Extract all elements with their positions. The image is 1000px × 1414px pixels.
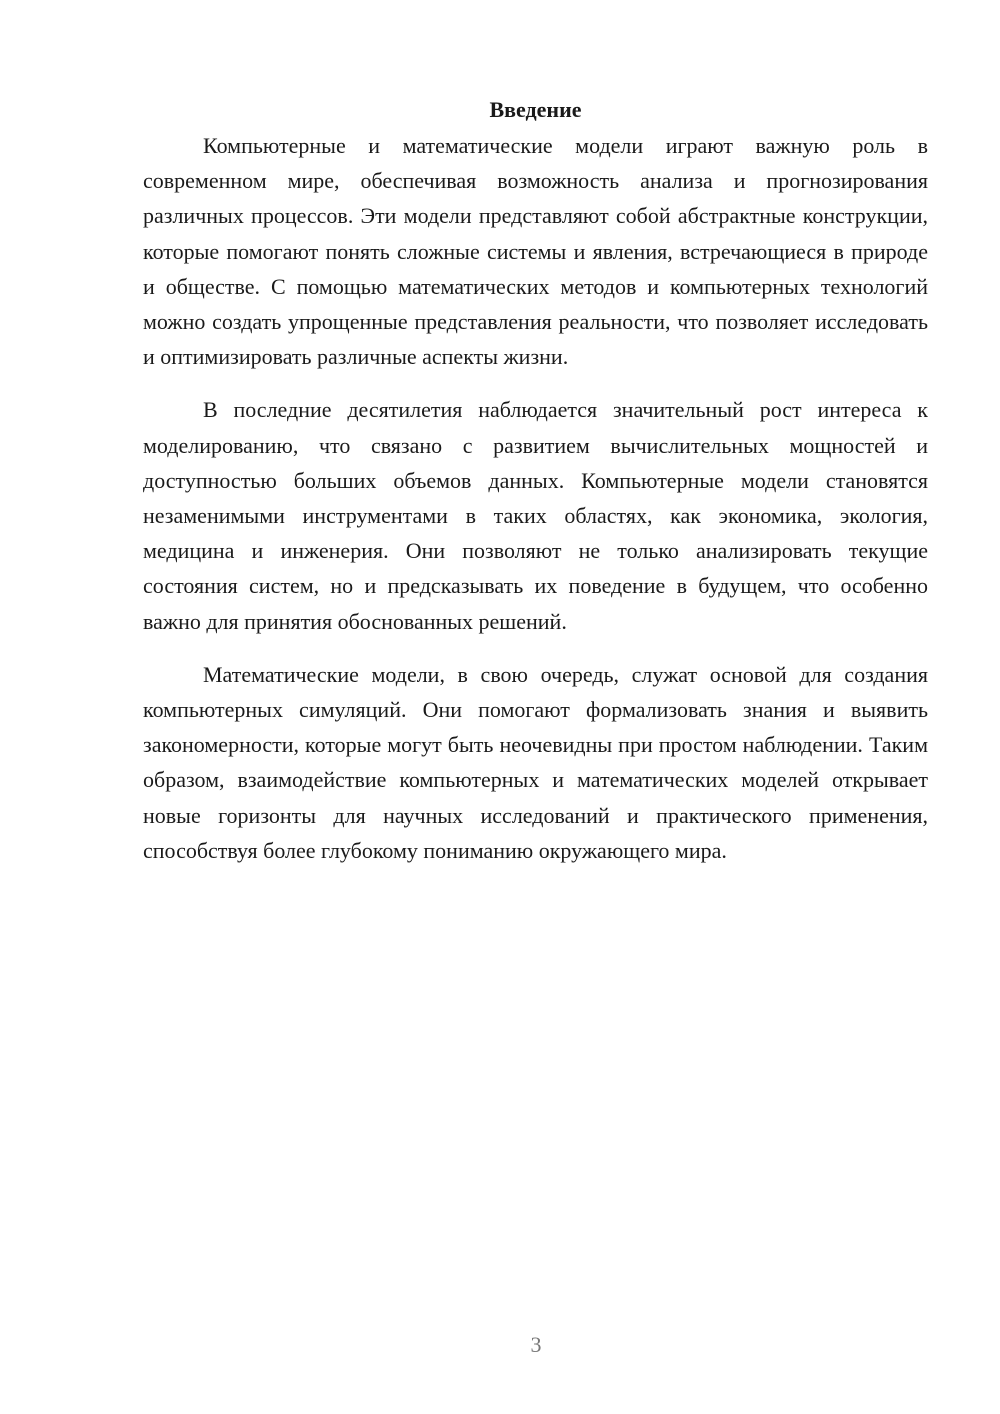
paragraph-3: Математические модели, в свою очередь, служат основой для создания компьютерных симуляций. Они помогают формализовать знания и выявить закономерности, которые могут быть неочевидны при простом наблюдении. Таким образом, взаимодействие компьютерных и математических моделей открывает новые горизонты для научных исследований и практического применения, способствуя более глубокому пониманию окружающего мира. (143, 661, 928, 863)
paragraph-2: В последние десятилетия наблюдается значительный рост интереса к моделированию, что связано с развитием вычислительных мощностей и доступностью больших объемов данных. Компьютерные модели становятся незаменимыми инструментами в таких областях, как экономика, экология, медицина и инженерия. Они позволяют не только анализировать текущие состояния систем, но и предсказывать их поведение в будущем, что особенно важно для принятия обоснованных решений. (143, 397, 928, 634)
page-number: 3 (530, 1332, 542, 1357)
section-title: Введение (489, 97, 582, 122)
page-content (143, 92, 928, 886)
paragraph-1: Компьютерные и математические модели играют важную роль в современном мире, обеспечивая возможность анализа и прогнозирования различных процессов. Эти модели представляют собой абстрактные конструкции, которые помогают понять сложные системы и явления, встречающиеся в природе и обществе. С помощью математических методов и компьютерных технологий можно создать упрощенные представления реальности, что позволяет исследовать и оптимизировать различные аспекты жизни. (143, 133, 928, 370)
